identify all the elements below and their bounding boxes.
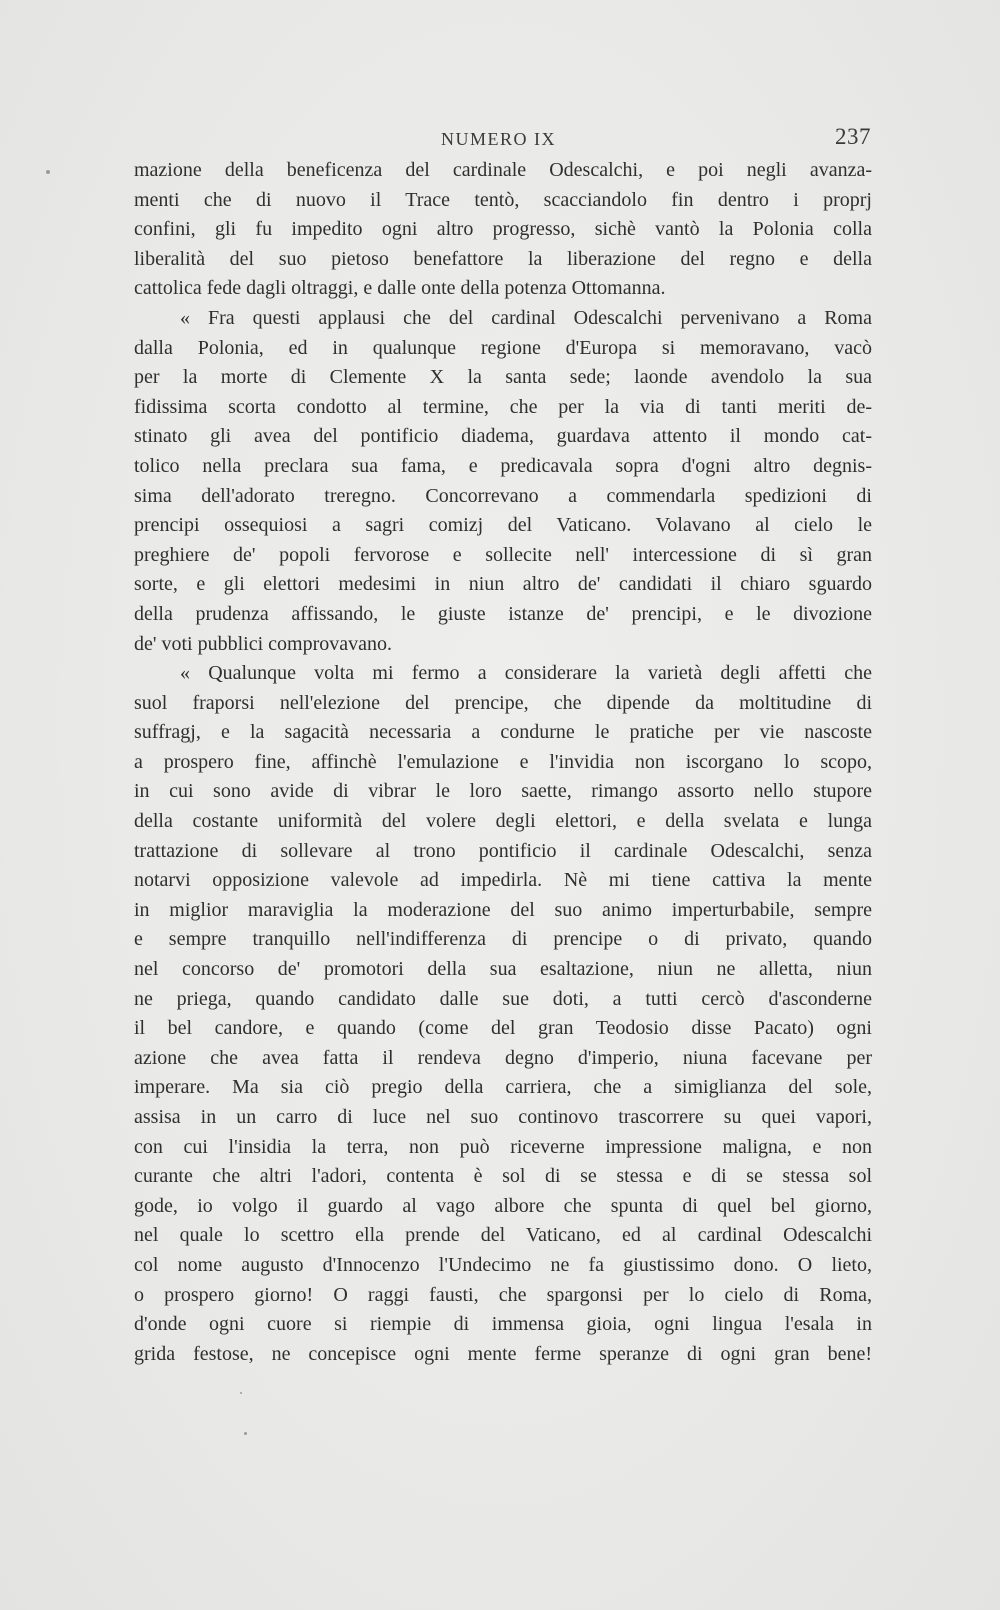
text-line: della prudenza affissando, le giuste istanze de' prencipi, e le divozione xyxy=(134,602,872,625)
text-line: e sempre tranquillo nell'indifferenza di prencipe o di privato, quando xyxy=(134,928,872,951)
text-line: cattolica fede dagli oltraggi, e dalle onte della potenza Ottomanna. xyxy=(134,277,666,300)
text-line: suffragj, e la sagacità necessaria a condurne le pratiche per vie nascoste xyxy=(134,721,872,744)
paper-speck xyxy=(244,1432,247,1435)
text-line: o prospero giorno! O raggi fausti, che spargonsi per lo cielo di Roma, xyxy=(134,1283,872,1306)
text-line: trattazione di sollevare al trono pontificio il cardinale Odescalchi, senza xyxy=(134,839,872,862)
text-line: grida festose, ne concepisce ogni mente ferme speranze di ogni gran bene! xyxy=(134,1342,872,1365)
text-line: azione che avea fatta il rendeva degno d'imperio, niuna facevane per xyxy=(134,1046,872,1069)
text-line: in cui sono avide di vibrar le loro saette, rimango assorto nello stupore xyxy=(134,780,872,803)
text-line: menti che di nuovo il Trace tentò, scacciandolo fin dentro i proprj xyxy=(134,188,872,211)
text-line: assisa in un carro di luce nel suo continovo trascorrere su quei vapori, xyxy=(134,1106,872,1128)
running-head: NUMERO IX xyxy=(441,129,556,149)
text-line: preghiere de' popoli fervorose e sollecite nell' intercessione di sì gran xyxy=(134,543,872,566)
text-line: de' voti pubblici comprovavano. xyxy=(134,632,392,655)
text-line: nel quale lo scettro ella prende del Vaticano, ed al cardinal Odescalchi xyxy=(134,1224,872,1247)
text-line: mazione della beneficenza del cardinale Odescalchi, e poi negli avanza- xyxy=(134,159,872,181)
text-line: sorte, e gli elettori medesimi in niun altro de' candidati il chiaro sguardo xyxy=(134,573,872,596)
text-line: il bel candore, e quando (come del gran Teodosio disse Pacato) ogni xyxy=(134,1017,872,1040)
text-line: della costante uniformità del volere degli elettori, e della svelata e lunga xyxy=(134,810,872,833)
text-line: col nome augusto d'Innocenzo l'Undecimo ne fa giustissimo dono. O lieto, xyxy=(134,1253,872,1276)
paper-speck xyxy=(46,170,50,174)
text-line: con cui l'insidia la terra, non può riceverne impressione maligna, e non xyxy=(134,1135,872,1158)
body-text xyxy=(134,156,872,1369)
paragraph-first-line: « Qualunque volta mi fermo a considerare la varietà degli affetti che xyxy=(180,662,872,685)
text-line: fidissima scorta condotto al termine, che per la via di tanti meriti de- xyxy=(134,395,872,418)
text-line: suol fraporsi nell'elezione del prencipe, che dipende da moltitudine di xyxy=(134,691,872,714)
text-line: a prospero fine, affinchè l'emulazione e l'invidia non iscorgano lo scopo, xyxy=(134,750,872,773)
text-line: imperare. Ma sia ciò pregio della carriera, che a simiglianza del sole, xyxy=(134,1076,872,1099)
text-line: in miglior maraviglia la moderazione del suo animo imperturbabile, sempre xyxy=(134,898,872,921)
text-line: per la morte di Clemente X la santa sede; laonde avendolo la sua xyxy=(134,366,872,389)
text-line: liberalità del suo pietoso benefattore la liberazione del regno e della xyxy=(134,247,872,270)
text-line: gode, io volgo il guardo al vago albore che spunta di quel bel giorno, xyxy=(134,1194,872,1217)
paragraph-first-line: « Fra questi applausi che del cardinal Odescalchi pervenivano a Roma xyxy=(180,306,872,329)
text-line: ne priega, quando candidato dalle sue doti, a tutti cercò d'asconderne xyxy=(134,987,872,1010)
text-line: notarvi opposizione valevole ad impedirla. Nè mi tiene cattiva la mente xyxy=(134,869,872,892)
text-line: tolico nella preclara sua fama, e predicavala sopra d'ogni altro degnis- xyxy=(134,454,872,477)
text-line: d'onde ogni cuore si riempie di immensa gioia, ogni lingua l'esala in xyxy=(134,1313,872,1336)
text-line: stinato gli avea del pontificio diadema, guardava attento il mondo cat- xyxy=(134,425,872,448)
text-line: prencipi ossequiosi a sagri comizj del Vaticano. Volavano al cielo le xyxy=(134,514,872,537)
text-line: nel concorso de' promotori della sua esaltazione, niun ne alletta, niun xyxy=(134,958,872,981)
text-line: dalla Polonia, ed in qualunque regione d'Europa si memoravano, vacò xyxy=(134,336,872,359)
paper-speck xyxy=(240,1392,242,1394)
text-line: confini, gli fu impedito ogni altro progresso, sichè vantò la Polonia colla xyxy=(134,218,872,241)
text-line: sima dell'adorato treregno. Concorrevano a commendarla spedizioni di xyxy=(134,484,872,507)
page-header xyxy=(134,124,874,154)
text-line: curante che altri l'adori, contenta è sol di se stessa e di se stessa sol xyxy=(134,1165,872,1188)
page-number: 237 xyxy=(835,124,871,149)
